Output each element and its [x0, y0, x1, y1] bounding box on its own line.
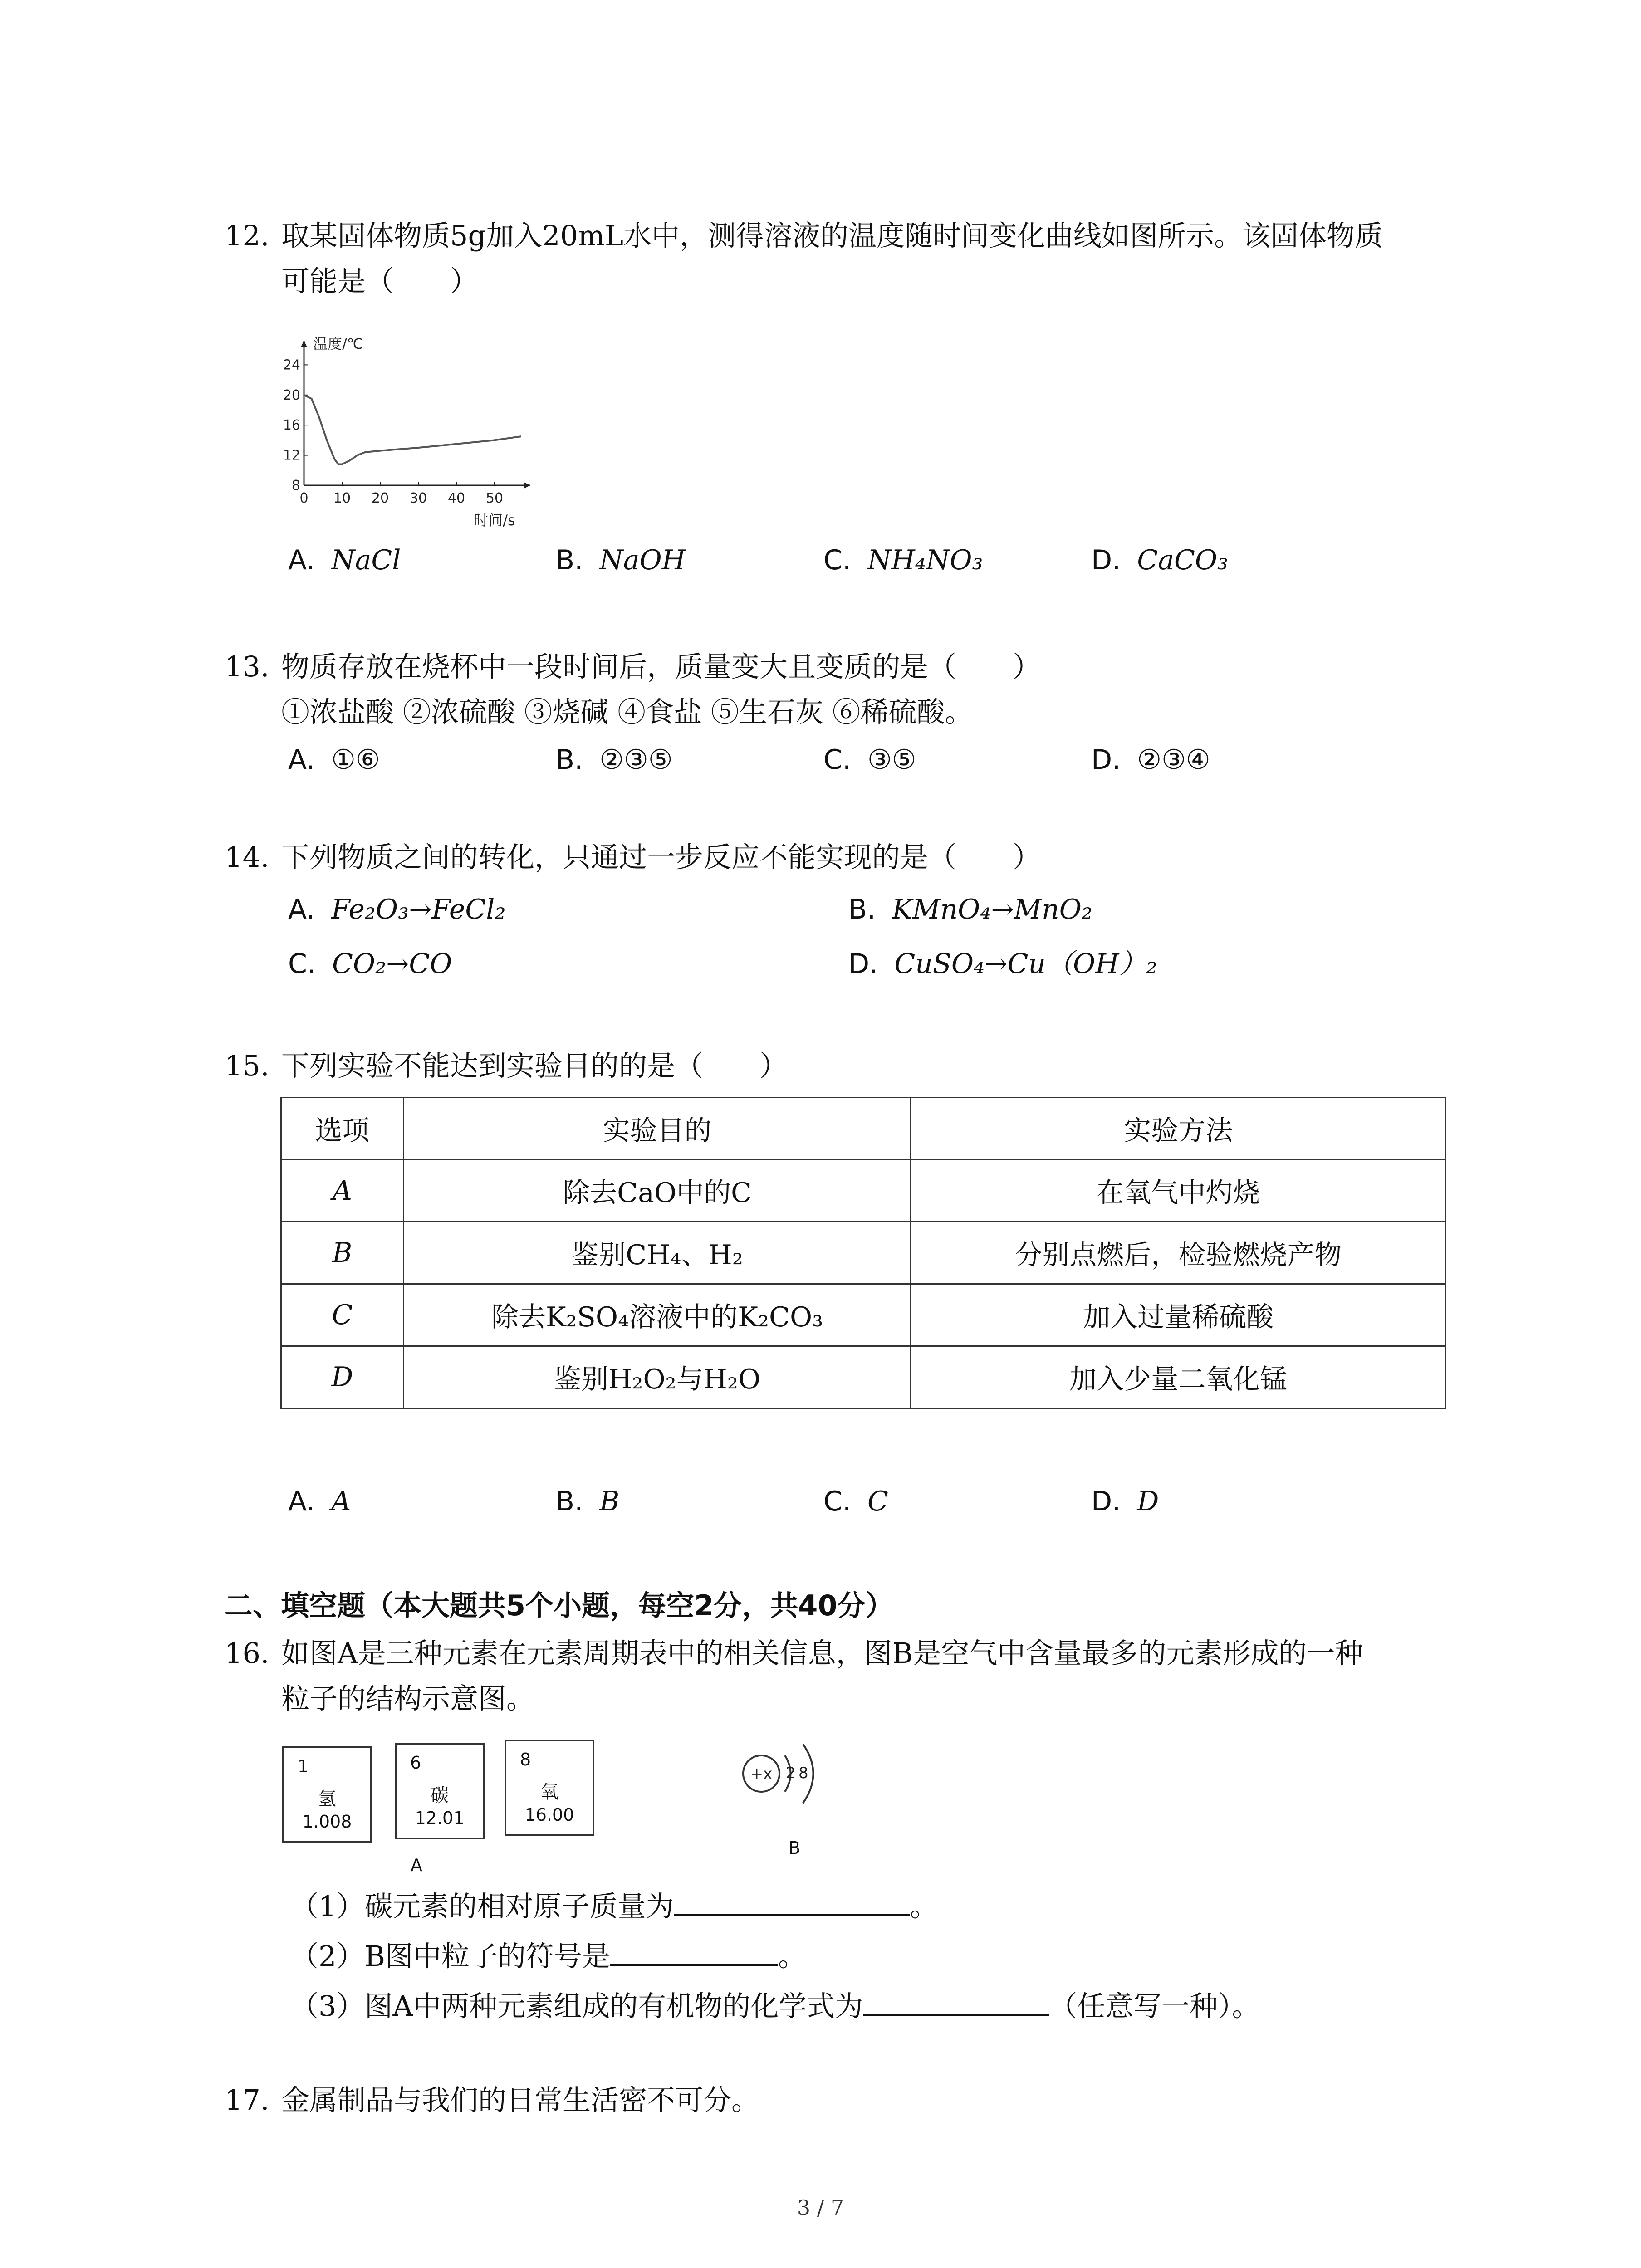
question-16-sub-3: （3）图A中两种元素组成的有机物的化学式为 （任意写一种）。 — [290, 1982, 1260, 2029]
y-axis-arrow — [301, 341, 307, 347]
element-card-oxygen — [505, 1740, 594, 1836]
x-tick-label: 50 — [485, 490, 504, 506]
atomic-number: 6 — [410, 1753, 421, 1773]
figure-b-label: B — [789, 1838, 801, 1858]
question-12-stem-line2: 可能是（ ） — [281, 264, 479, 298]
question-number: 14. — [225, 841, 269, 874]
table-header-row — [281, 1098, 1446, 1160]
option-b[interactable]: B. ②③⑤ — [556, 744, 673, 776]
atomic-mass: 12.01 — [415, 1808, 465, 1828]
y-tick-label: 24 — [283, 357, 300, 373]
table-cell: C — [281, 1284, 404, 1346]
temperature-curve — [304, 395, 521, 464]
table-header-cell: 选项 — [281, 1098, 404, 1160]
question-13-stem — [225, 644, 1459, 689]
option-a[interactable]: A. A — [288, 1486, 351, 1517]
option-c[interactable]: C. C — [823, 1486, 888, 1517]
nucleus-charge: +x — [750, 1765, 773, 1783]
atomic-mass: 16.00 — [524, 1805, 574, 1825]
question-text: 取某固体物质5g加入20mL水中，测得溶液的温度随时间变化曲线如图所示。该固体物质 — [281, 219, 1383, 252]
table-cell: 鉴别CH₄、H₂ — [403, 1222, 911, 1284]
table-cell: 除去CaO中的C — [403, 1160, 911, 1222]
y-tick-label: 8 — [291, 478, 300, 494]
x-axis-arrow — [524, 482, 530, 489]
table-row — [281, 1160, 1446, 1222]
question-16-sub-1: （1）碳元素的相对原子质量为 。 — [290, 1882, 938, 1929]
element-name: 氢 — [318, 1789, 336, 1809]
table-cell: 加入少量二氧化锰 — [911, 1346, 1446, 1408]
x-tick-label: 20 — [371, 490, 389, 506]
question-16-sub-2: （2）B图中粒子的符号是 。 — [290, 1932, 806, 1979]
x-tick-label: 10 — [333, 490, 351, 506]
y-axis-label: 温度/℃ — [313, 335, 363, 353]
answer-blank-3[interactable] — [863, 1982, 1049, 2016]
atom-structure-diagram — [735, 1724, 826, 1842]
question-text: 金属制品与我们的日常生活密不可分。 — [281, 2083, 760, 2116]
option-b[interactable]: B. B — [556, 1486, 620, 1517]
answer-blank-2[interactable] — [610, 1932, 778, 1966]
table-cell: 鉴别H₂O₂与H₂O — [403, 1346, 911, 1408]
shell-1-count: 2 — [786, 1764, 796, 1782]
atomic-number: 1 — [298, 1756, 309, 1776]
x-tick-label: 0 — [299, 490, 309, 506]
x-tick-label: 40 — [447, 490, 465, 506]
experiment-table — [280, 1097, 1446, 1409]
question-16-stem — [225, 1631, 1459, 1676]
option-a[interactable]: A. Fe₂O₃→FeCl₂ — [288, 894, 506, 925]
question-text: 下列实验不能达到实验目的的是（ ） — [281, 1049, 788, 1082]
element-name: 碳 — [431, 1785, 449, 1806]
question-13-stem-line2: ①浓盐酸 ②浓硫酸 ③烧碱 ④食盐 ⑤生石灰 ⑥稀硫酸。 — [281, 695, 973, 728]
y-tick-label: 20 — [283, 387, 300, 403]
table-cell: 加入过量稀硫酸 — [911, 1284, 1446, 1346]
x-tick-label: 30 — [409, 490, 427, 506]
question-text: 物质存放在烧杯中一段时间后，质量变大且变质的是（ ） — [281, 650, 1041, 683]
table-cell: 分别点燃后，检验燃烧产物 — [911, 1222, 1446, 1284]
section-heading: 二、填空题（本大题共5个小题，每空2分，共40分） — [225, 1589, 894, 1622]
option-d[interactable]: D. ②③④ — [1091, 744, 1210, 776]
option-d[interactable]: D. CaCO₃ — [1091, 544, 1229, 576]
question-17-stem — [225, 2077, 1459, 2123]
atomic-number: 8 — [520, 1750, 531, 1769]
atomic-mass: 1.008 — [302, 1812, 352, 1832]
question-number: 12. — [225, 219, 269, 252]
answer-blank-1[interactable] — [674, 1882, 910, 1916]
table-row — [281, 1222, 1446, 1284]
y-tick-label: 12 — [283, 447, 300, 464]
question-number: 13. — [225, 650, 269, 683]
option-b[interactable]: B. KMnO₄→MnO₂ — [848, 894, 1092, 925]
question-16-stem-line2: 粒子的结构示意图。 — [281, 1682, 535, 1715]
temperature-time-chart — [268, 304, 549, 531]
option-c[interactable]: C. ③⑤ — [823, 744, 916, 776]
table-cell: 在氧气中灼烧 — [911, 1160, 1446, 1222]
table-cell: B — [281, 1222, 404, 1284]
question-number: 17. — [225, 2083, 269, 2116]
option-b[interactable]: B. NaOH — [556, 544, 686, 576]
element-card-carbon — [395, 1743, 485, 1839]
question-14-stem — [225, 835, 1459, 880]
table-header-cell: 实验方法 — [911, 1098, 1446, 1160]
question-number: 16. — [225, 1637, 269, 1670]
table-cell: D — [281, 1346, 404, 1408]
page-number: 3 / 7 — [797, 2195, 844, 2220]
option-d[interactable]: D. D — [1091, 1486, 1159, 1517]
figure-a-label: A — [411, 1855, 422, 1875]
table-cell: 除去K₂SO₄溶液中的K₂CO₃ — [403, 1284, 911, 1346]
table-row — [281, 1284, 1446, 1346]
option-d[interactable]: D. CuSO₄→Cu（OH）₂ — [848, 948, 1157, 980]
x-axis-label: 时间/s — [474, 512, 515, 529]
question-number: 15. — [225, 1049, 269, 1082]
table-row — [281, 1346, 1446, 1408]
question-15-stem — [225, 1043, 1459, 1089]
option-a[interactable]: A. ①⑥ — [288, 744, 380, 776]
element-card-hydrogen — [282, 1746, 372, 1843]
option-c[interactable]: C. CO₂→CO — [288, 948, 452, 980]
option-c[interactable]: C. NH₄NO₃ — [823, 544, 983, 576]
element-name: 氧 — [540, 1782, 558, 1803]
table-cell: A — [281, 1160, 404, 1222]
option-a[interactable]: A. NaCl — [288, 544, 401, 576]
question-12-stem — [225, 213, 1459, 259]
shell-2-count: 8 — [798, 1764, 808, 1782]
question-text: 如图A是三种元素在元素周期表中的相关信息，图B是空气中含量最多的元素形成的一种 — [281, 1637, 1363, 1670]
y-tick-label: 16 — [283, 417, 300, 434]
question-text: 下列物质之间的转化，只通过一步反应不能实现的是（ ） — [281, 841, 1041, 874]
table-header-cell: 实验目的 — [403, 1098, 911, 1160]
